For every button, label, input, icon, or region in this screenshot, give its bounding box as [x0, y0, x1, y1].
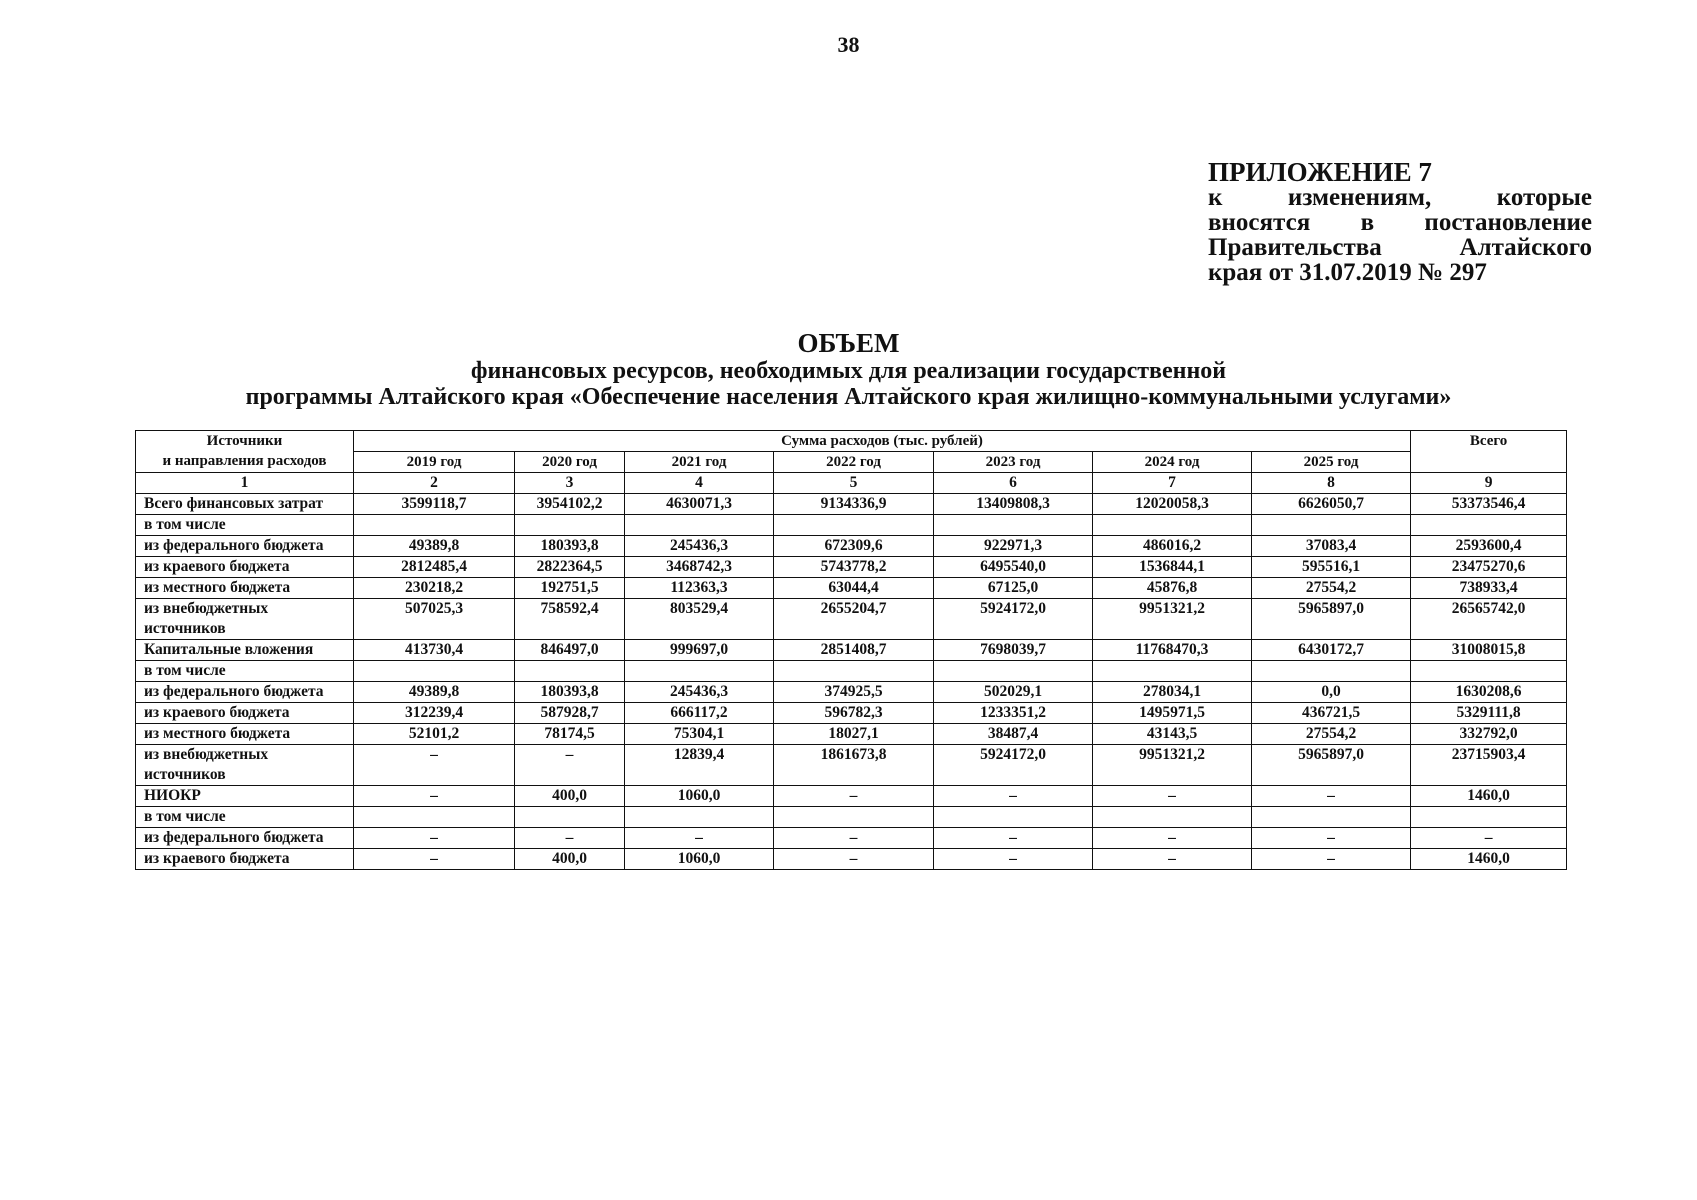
row-label: Капитальные вложения [136, 640, 354, 661]
row-value: 1460,0 [1411, 849, 1567, 870]
row-value [774, 807, 934, 828]
row-value: 37083,4 [1252, 536, 1411, 557]
appendix-line-2: вносятся в постановление [1208, 209, 1592, 236]
table-row [136, 703, 1567, 724]
row-value: 3468742,3 [625, 557, 774, 578]
row-value: 507025,3 [354, 599, 515, 640]
row-value: – [354, 828, 515, 849]
row-label: из краевого бюджета [136, 557, 354, 578]
row-value [625, 515, 774, 536]
header-sources [136, 431, 354, 473]
appendix-heading: ПРИЛОЖЕНИЕ 7 [1208, 157, 1432, 187]
row-value [515, 515, 625, 536]
row-value [1093, 661, 1252, 682]
table-row [136, 745, 1567, 786]
row-value: 1233351,2 [934, 703, 1093, 724]
row-label: из внебюджетных источников [136, 599, 354, 640]
column-number: 3 [515, 473, 625, 494]
row-value: 587928,7 [515, 703, 625, 724]
row-value: – [515, 828, 625, 849]
table-row [136, 557, 1567, 578]
row-label: в том числе [136, 807, 354, 828]
row-value: 180393,8 [515, 536, 625, 557]
row-value [515, 661, 625, 682]
table-row [136, 807, 1567, 828]
row-label: из федерального бюджета [136, 536, 354, 557]
appendix-block [1208, 157, 1592, 286]
row-value: 245436,3 [625, 536, 774, 557]
column-number: 2 [354, 473, 515, 494]
row-value: 6626050,7 [1252, 494, 1411, 515]
row-value: 43143,5 [1093, 724, 1252, 745]
row-value: 374925,5 [774, 682, 934, 703]
table-row [136, 599, 1567, 640]
row-value: 9134336,9 [774, 494, 934, 515]
row-value [1252, 807, 1411, 828]
row-label: из федерального бюджета [136, 682, 354, 703]
row-value: 3599118,7 [354, 494, 515, 515]
row-value: 52101,2 [354, 724, 515, 745]
row-value [354, 807, 515, 828]
column-number: 5 [774, 473, 934, 494]
table-row [136, 536, 1567, 557]
table-row [136, 786, 1567, 807]
row-value: 595516,1 [1252, 557, 1411, 578]
row-value: 112363,3 [625, 578, 774, 599]
row-value: 1060,0 [625, 849, 774, 870]
table-header-row-1 [136, 431, 1567, 452]
row-value: 49389,8 [354, 682, 515, 703]
header-sources-line-2: и направления расходов [162, 453, 327, 469]
row-value: 922971,3 [934, 536, 1093, 557]
row-value: 6430172,7 [1252, 640, 1411, 661]
row-value: 413730,4 [354, 640, 515, 661]
row-value: – [1252, 786, 1411, 807]
row-value: 846497,0 [515, 640, 625, 661]
row-value: 45876,8 [1093, 578, 1252, 599]
header-year: 2021 год [625, 452, 774, 473]
row-label: из местного бюджета [136, 724, 354, 745]
row-value: 5743778,2 [774, 557, 934, 578]
table-row [136, 724, 1567, 745]
row-value: 12020058,3 [1093, 494, 1252, 515]
row-value: 245436,3 [625, 682, 774, 703]
row-value: 38487,4 [934, 724, 1093, 745]
row-value: 400,0 [515, 786, 625, 807]
row-value: 999697,0 [625, 640, 774, 661]
row-value: 502029,1 [934, 682, 1093, 703]
row-value [1252, 661, 1411, 682]
row-label: из федерального бюджета [136, 828, 354, 849]
row-value: – [934, 849, 1093, 870]
row-label: в том числе [136, 661, 354, 682]
header-year: 2020 год [515, 452, 625, 473]
row-value: 758592,4 [515, 599, 625, 640]
row-value: 5329111,8 [1411, 703, 1567, 724]
table-row [136, 578, 1567, 599]
row-value: 666117,2 [625, 703, 774, 724]
row-value: 67125,0 [934, 578, 1093, 599]
row-value: 2593600,4 [1411, 536, 1567, 557]
row-value: 180393,8 [515, 682, 625, 703]
row-value [774, 661, 934, 682]
row-value: 5924172,0 [934, 745, 1093, 786]
row-value: 596782,3 [774, 703, 934, 724]
row-value: 13409808,3 [934, 494, 1093, 515]
header-year: 2023 год [934, 452, 1093, 473]
row-value: – [1093, 849, 1252, 870]
row-value: 5965897,0 [1252, 745, 1411, 786]
column-number: 1 [136, 473, 354, 494]
row-value: – [1252, 828, 1411, 849]
column-number: 6 [934, 473, 1093, 494]
financial-resources-table [135, 430, 1567, 870]
header-year: 2025 год [1252, 452, 1411, 473]
row-value: 3954102,2 [515, 494, 625, 515]
column-number: 9 [1411, 473, 1567, 494]
row-value [774, 515, 934, 536]
row-value [354, 515, 515, 536]
row-value [934, 807, 1093, 828]
row-value: 738933,4 [1411, 578, 1567, 599]
row-value [1093, 515, 1252, 536]
row-value: 75304,1 [625, 724, 774, 745]
table-row [136, 828, 1567, 849]
row-label: из внебюджетных источников [136, 745, 354, 786]
row-value: 192751,5 [515, 578, 625, 599]
row-value: – [625, 828, 774, 849]
row-value [625, 807, 774, 828]
row-value: 6495540,0 [934, 557, 1093, 578]
row-value: 49389,8 [354, 536, 515, 557]
row-value: 230218,2 [354, 578, 515, 599]
header-total: Всего [1411, 431, 1567, 473]
column-number: 8 [1252, 473, 1411, 494]
row-value: 0,0 [1252, 682, 1411, 703]
row-value: 1630208,6 [1411, 682, 1567, 703]
row-value: – [354, 849, 515, 870]
row-value: 26565742,0 [1411, 599, 1567, 640]
document-title [0, 328, 1697, 410]
row-value: 23715903,4 [1411, 745, 1567, 786]
row-value: 2851408,7 [774, 640, 934, 661]
column-number: 4 [625, 473, 774, 494]
row-value: 12839,4 [625, 745, 774, 786]
row-value: 11768470,3 [1093, 640, 1252, 661]
row-value: – [774, 786, 934, 807]
row-value: 27554,2 [1252, 578, 1411, 599]
table-row [136, 640, 1567, 661]
table-row [136, 515, 1567, 536]
row-value [515, 807, 625, 828]
row-value [354, 661, 515, 682]
row-value: 4630071,3 [625, 494, 774, 515]
row-value: 1060,0 [625, 786, 774, 807]
row-value [1411, 807, 1567, 828]
row-value: 63044,4 [774, 578, 934, 599]
row-value: 400,0 [515, 849, 625, 870]
row-value [1252, 515, 1411, 536]
header-sum: Сумма расходов (тыс. рублей) [354, 431, 1411, 452]
row-value: 9951321,2 [1093, 599, 1252, 640]
row-value: 1460,0 [1411, 786, 1567, 807]
row-value: 332792,0 [1411, 724, 1567, 745]
row-value: – [1093, 828, 1252, 849]
row-value: 486016,2 [1093, 536, 1252, 557]
row-value: – [354, 745, 515, 786]
appendix-line-3: Правительства Алтайского [1208, 234, 1592, 261]
row-value: 312239,4 [354, 703, 515, 724]
table-row [136, 849, 1567, 870]
row-value: – [1093, 786, 1252, 807]
row-value: 27554,2 [1252, 724, 1411, 745]
row-value [934, 661, 1093, 682]
row-label: НИОКР [136, 786, 354, 807]
row-value: 1495971,5 [1093, 703, 1252, 724]
row-value: – [515, 745, 625, 786]
row-value: 2812485,4 [354, 557, 515, 578]
row-value: 53373546,4 [1411, 494, 1567, 515]
header-year: 2022 год [774, 452, 934, 473]
row-value: 278034,1 [1093, 682, 1252, 703]
row-value: 18027,1 [774, 724, 934, 745]
row-value [625, 661, 774, 682]
row-value: 1536844,1 [1093, 557, 1252, 578]
row-value [934, 515, 1093, 536]
table-row [136, 682, 1567, 703]
row-value: 2822364,5 [515, 557, 625, 578]
row-value [1093, 807, 1252, 828]
title-main: ОБЪЕМ [797, 328, 900, 358]
row-value: 2655204,7 [774, 599, 934, 640]
row-value: – [354, 786, 515, 807]
title-line-1: финансовых ресурсов, необходимых для реализации государственной [470, 358, 1227, 384]
row-value [1411, 661, 1567, 682]
header-year: 2024 год [1093, 452, 1252, 473]
row-value: 7698039,7 [934, 640, 1093, 661]
row-value: – [934, 828, 1093, 849]
row-label: из краевого бюджета [136, 703, 354, 724]
row-value: 436721,5 [1252, 703, 1411, 724]
row-value: 31008015,8 [1411, 640, 1567, 661]
row-value: 672309,6 [774, 536, 934, 557]
row-label: из краевого бюджета [136, 849, 354, 870]
row-value: 1861673,8 [774, 745, 934, 786]
header-sources-line-1: Источники [206, 433, 283, 449]
row-value [1411, 515, 1567, 536]
row-value: – [1252, 849, 1411, 870]
row-value: 9951321,2 [1093, 745, 1252, 786]
column-number-row [136, 473, 1567, 494]
row-label: Всего финансовых затрат [136, 494, 354, 515]
row-value: 803529,4 [625, 599, 774, 640]
row-value: 23475270,6 [1411, 557, 1567, 578]
row-value: 78174,5 [515, 724, 625, 745]
row-value: – [1411, 828, 1567, 849]
page-number: 38 [837, 32, 860, 57]
table-row [136, 494, 1567, 515]
appendix-line-1: к изменениям, которые [1208, 184, 1592, 211]
row-label: в том числе [136, 515, 354, 536]
row-value: 5965897,0 [1252, 599, 1411, 640]
header-year: 2019 год [354, 452, 515, 473]
title-line-2: программы Алтайского края «Обеспечение населения Алтайского края жилищно-коммунальными услугами» [245, 384, 1452, 410]
column-number: 7 [1093, 473, 1252, 494]
row-value: – [774, 828, 934, 849]
appendix-line-4: края от 31.07.2019 № 297 [1208, 259, 1487, 286]
row-value: 5924172,0 [934, 599, 1093, 640]
row-value: – [774, 849, 934, 870]
row-label: из местного бюджета [136, 578, 354, 599]
table-row [136, 661, 1567, 682]
row-value: – [934, 786, 1093, 807]
